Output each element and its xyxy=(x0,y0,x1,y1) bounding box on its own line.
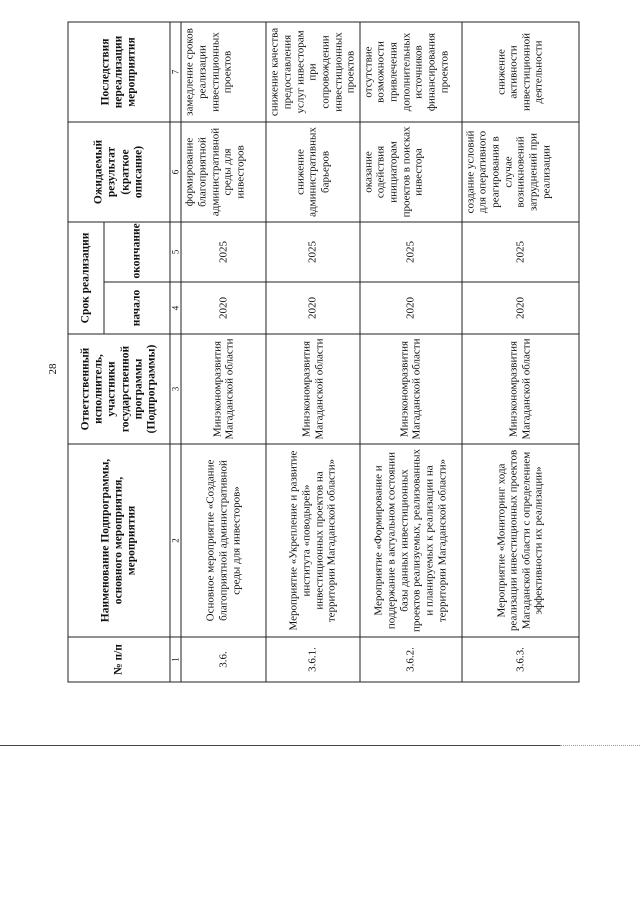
header-executor: Ответственный исполнитель, участники государственной программы (Подпрограммы) xyxy=(68,334,170,444)
row-result: оказание содействия инициаторам проектов в поисках инвестора xyxy=(360,122,462,222)
row-start: 2020 xyxy=(462,282,579,334)
row-num: 3.6.3. xyxy=(462,637,579,682)
col-number: 4 xyxy=(170,282,181,334)
row-start: 2020 xyxy=(181,282,266,334)
table-row xyxy=(181,22,266,682)
row-result: создание условий для оперативного реагирования в случае возникновений затруднений при реализации xyxy=(462,122,579,222)
header-num: № п/п xyxy=(68,637,170,682)
row-num: 3.6.2. xyxy=(360,637,462,682)
header-name: Наименование Подпрограммы, основного мероприятия, мероприятия xyxy=(68,444,170,637)
page-bottom-rule xyxy=(0,745,560,746)
table-row xyxy=(360,22,462,682)
page-number: 28 xyxy=(47,363,59,375)
row-end: 2025 xyxy=(462,222,579,282)
row-name: Мероприятие «Мониторинг хода реализации инвестиционных проектов Магаданской области с определением эффективности их реализации» xyxy=(462,444,579,637)
row-consequences: снижение активности инвестиционной деятельности xyxy=(462,22,579,122)
activities-table xyxy=(68,21,580,682)
header-result: Ожидаемый результат (краткое описание) xyxy=(68,122,170,222)
row-executor: Минэкономразвития Магаданской области xyxy=(181,334,266,444)
row-end: 2025 xyxy=(360,222,462,282)
row-end: 2025 xyxy=(181,222,266,282)
rotated-table-page xyxy=(68,23,573,683)
row-name: Мероприятие «Укрепление и развитие института «поводырей» инвестиционных проектов на территории Магаданской области» xyxy=(266,444,359,637)
table-row xyxy=(462,22,579,682)
row-consequences: замедление сроков реализации инвестиционных проектов xyxy=(181,22,266,122)
col-number: 5 xyxy=(170,222,181,282)
table-row xyxy=(266,22,359,682)
row-end: 2025 xyxy=(266,222,359,282)
header-period: Срок реализации xyxy=(68,222,104,334)
row-result: снижение административных барьеров xyxy=(266,122,359,222)
col-number: 7 xyxy=(170,22,181,122)
row-executor: Минэкономразвития Магаданской области xyxy=(266,334,359,444)
row-result: формирование благоприятной административной среды для инвесторов xyxy=(181,122,266,222)
header-consequences: Последствия нереализации мероприятия xyxy=(68,22,170,122)
row-num: 3.6. xyxy=(181,637,266,682)
row-start: 2020 xyxy=(266,282,359,334)
row-consequences: отсутствие возможности привлечения дополнительных источников финансирования проектов xyxy=(360,22,462,122)
col-number: 3 xyxy=(170,334,181,444)
col-number: 2 xyxy=(170,444,181,637)
row-start: 2020 xyxy=(360,282,462,334)
col-number: 6 xyxy=(170,122,181,222)
row-num: 3.6.1. xyxy=(266,637,359,682)
row-executor: Минэкономразвития Магаданской области xyxy=(462,334,579,444)
row-name: Основное мероприятие «Создание благоприятной административной среды для инвесторов» xyxy=(181,444,266,637)
page-bottom-rule-dotted xyxy=(560,745,640,746)
row-consequences: снижение качества предоставления услуг инвесторам при сопровождении инвестиционных проектов xyxy=(266,22,359,122)
row-executor: Минэкономразвития Магаданской области xyxy=(360,334,462,444)
header-end: окончание xyxy=(104,222,170,282)
row-name: Мероприятие «Формирование и поддержание в актуальном состоянии базы данных инвестиционных проектов реализуемых, реализованных и планируемых к реализации на территории Магаданской области» xyxy=(360,444,462,637)
header-start: начало xyxy=(104,282,170,334)
col-number: 1 xyxy=(170,637,181,682)
